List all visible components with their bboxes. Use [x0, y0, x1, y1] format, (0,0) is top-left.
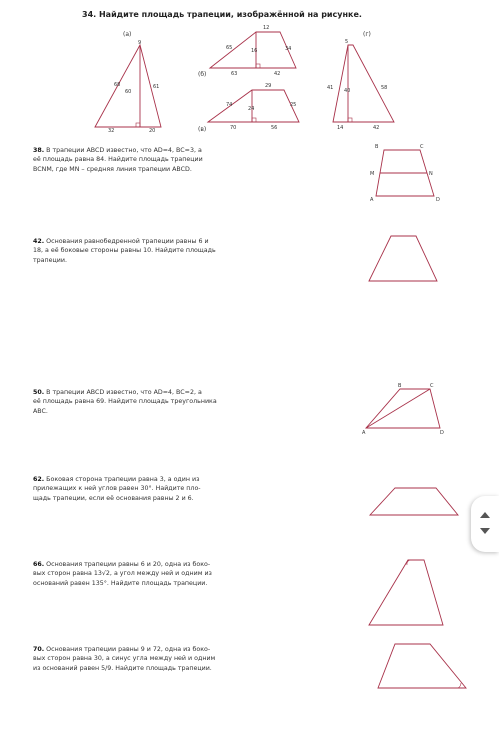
figure-70	[378, 644, 466, 688]
problem-50-line-3: ABC.	[33, 407, 48, 415]
problem-50-number: 50.	[33, 389, 45, 396]
fig34g-br: 42	[373, 125, 380, 131]
task-34-text: Найдите площадь трапеции, изображённой на рисунке.	[98, 10, 362, 19]
problem-66-number: 66.	[33, 561, 45, 568]
problem-70-line-3: из оснований равен 5/9. Найдите площадь трапеции.	[33, 664, 212, 672]
fig34a-height: 60	[125, 89, 132, 95]
problem-62	[33, 475, 201, 503]
problem-66-line-2: вых сторон равна 13√2, а угол между ней и одним из	[33, 570, 212, 578]
problem-62-line-2: прилежащих к ней углов равен 30°. Найдите пло-	[33, 485, 201, 493]
figure-50	[366, 389, 440, 428]
figure-34g	[333, 45, 394, 122]
figure-34a	[95, 45, 161, 127]
problem-70-line-2: вых сторон равна 30, а синус угла между ней и одним	[33, 655, 216, 663]
fig34a-left: 68	[114, 82, 121, 88]
fig34v-height: 24	[248, 106, 255, 112]
fig38-A: A	[370, 197, 374, 203]
scroll-control[interactable]	[471, 496, 499, 552]
figure-34b-tag: (б)	[198, 71, 207, 78]
fig38-B: B	[375, 144, 379, 150]
fig34a-top: 9	[138, 40, 142, 46]
problem-66-line-1: Основания трапеции равны 6 и 20, одна из боко-	[46, 561, 211, 568]
fig34a-bl: 32	[108, 128, 115, 134]
problem-42	[33, 237, 216, 265]
fig34b-top: 12	[263, 25, 270, 31]
fig34v-right: 25	[290, 102, 297, 108]
fig34v-left: 74	[226, 102, 233, 108]
fig34g-left: 41	[327, 85, 334, 91]
scroll-down-icon[interactable]	[480, 528, 490, 534]
fig50-A: A	[362, 430, 366, 436]
fig38-M: M	[370, 171, 375, 177]
problem-42-line-1: Основания равнобедренной трапеции равны 6 и	[46, 238, 209, 245]
fig34v-bl: 70	[230, 125, 237, 131]
problem-38-line-3: BCNM, где MN – средняя линия трапеции ABCD.	[33, 165, 192, 173]
problem-70	[33, 645, 215, 673]
figure-62	[370, 488, 458, 515]
problem-42-line-2: 18, а её боковые стороны равны 10. Найдите площадь	[33, 247, 216, 255]
fig50-B: B	[398, 383, 402, 389]
problem-38	[33, 146, 203, 174]
fig34g-top: 5	[345, 39, 349, 45]
figure-34g-tag: (г)	[363, 31, 371, 38]
fig34v-br: 56	[271, 125, 278, 131]
figure-34v-tag: (в)	[198, 126, 207, 133]
problem-62-line-3: щадь трапеции, если её основания равны 2 и 6.	[33, 494, 194, 502]
scroll-up-icon[interactable]	[480, 512, 490, 518]
fig34a-br: 20	[149, 128, 156, 134]
fig38-D: D	[436, 197, 440, 203]
fig38-C: C	[420, 144, 424, 150]
fig34a-right: 61	[153, 84, 160, 90]
fig38-N: N	[429, 171, 433, 177]
problem-70-line-1: Основания трапеции равны 9 и 72, одна из боко-	[46, 646, 211, 653]
fig34b-bl: 63	[231, 71, 238, 77]
figure-66	[369, 560, 443, 625]
task-34-figures	[0, 0, 499, 140]
fig34g-height: 40	[344, 88, 351, 94]
problem-42-line-3: трапеции.	[33, 256, 67, 264]
problem-38-number: 38.	[33, 147, 45, 154]
problem-50-line-1: В трапеции ABCD известно, что AD=4, BC=2, а	[46, 389, 202, 396]
problem-66-line-3: оснований равен 135°. Найдите площадь трапеции.	[33, 579, 208, 587]
fig50-D: D	[440, 430, 444, 436]
fig50-C: C	[430, 383, 434, 389]
problem-42-number: 42.	[33, 238, 45, 245]
problem-38-line-2: её площадь равна 84. Найдите площадь трапеции	[33, 156, 203, 164]
problem-66	[33, 560, 212, 588]
fig34v-top: 29	[265, 83, 272, 89]
problem-70-number: 70.	[33, 646, 45, 653]
problem-62-line-1: Боковая сторона трапеции равна 3, а один из	[46, 476, 200, 483]
problem-50-line-2: её площадь равна 69. Найдите площадь треугольника	[33, 398, 217, 406]
figure-38	[376, 150, 434, 196]
fig34b-br: 42	[274, 71, 281, 77]
problem-62-number: 62.	[33, 476, 45, 483]
fig34b-right: 34	[285, 46, 292, 52]
fig34g-bl: 14	[337, 125, 344, 131]
fig34g-right: 58	[381, 85, 388, 91]
fig34b-height: 16	[251, 48, 258, 54]
fig34b-left: 65	[226, 45, 233, 51]
figure-42	[369, 236, 437, 281]
figure-34a-tag: (а)	[123, 31, 132, 38]
problem-50	[33, 388, 217, 416]
task-34-number: 34.	[82, 10, 97, 19]
problem-38-line-1: В трапеции ABCD известно, что AD=4, BC=3, а	[46, 147, 202, 154]
